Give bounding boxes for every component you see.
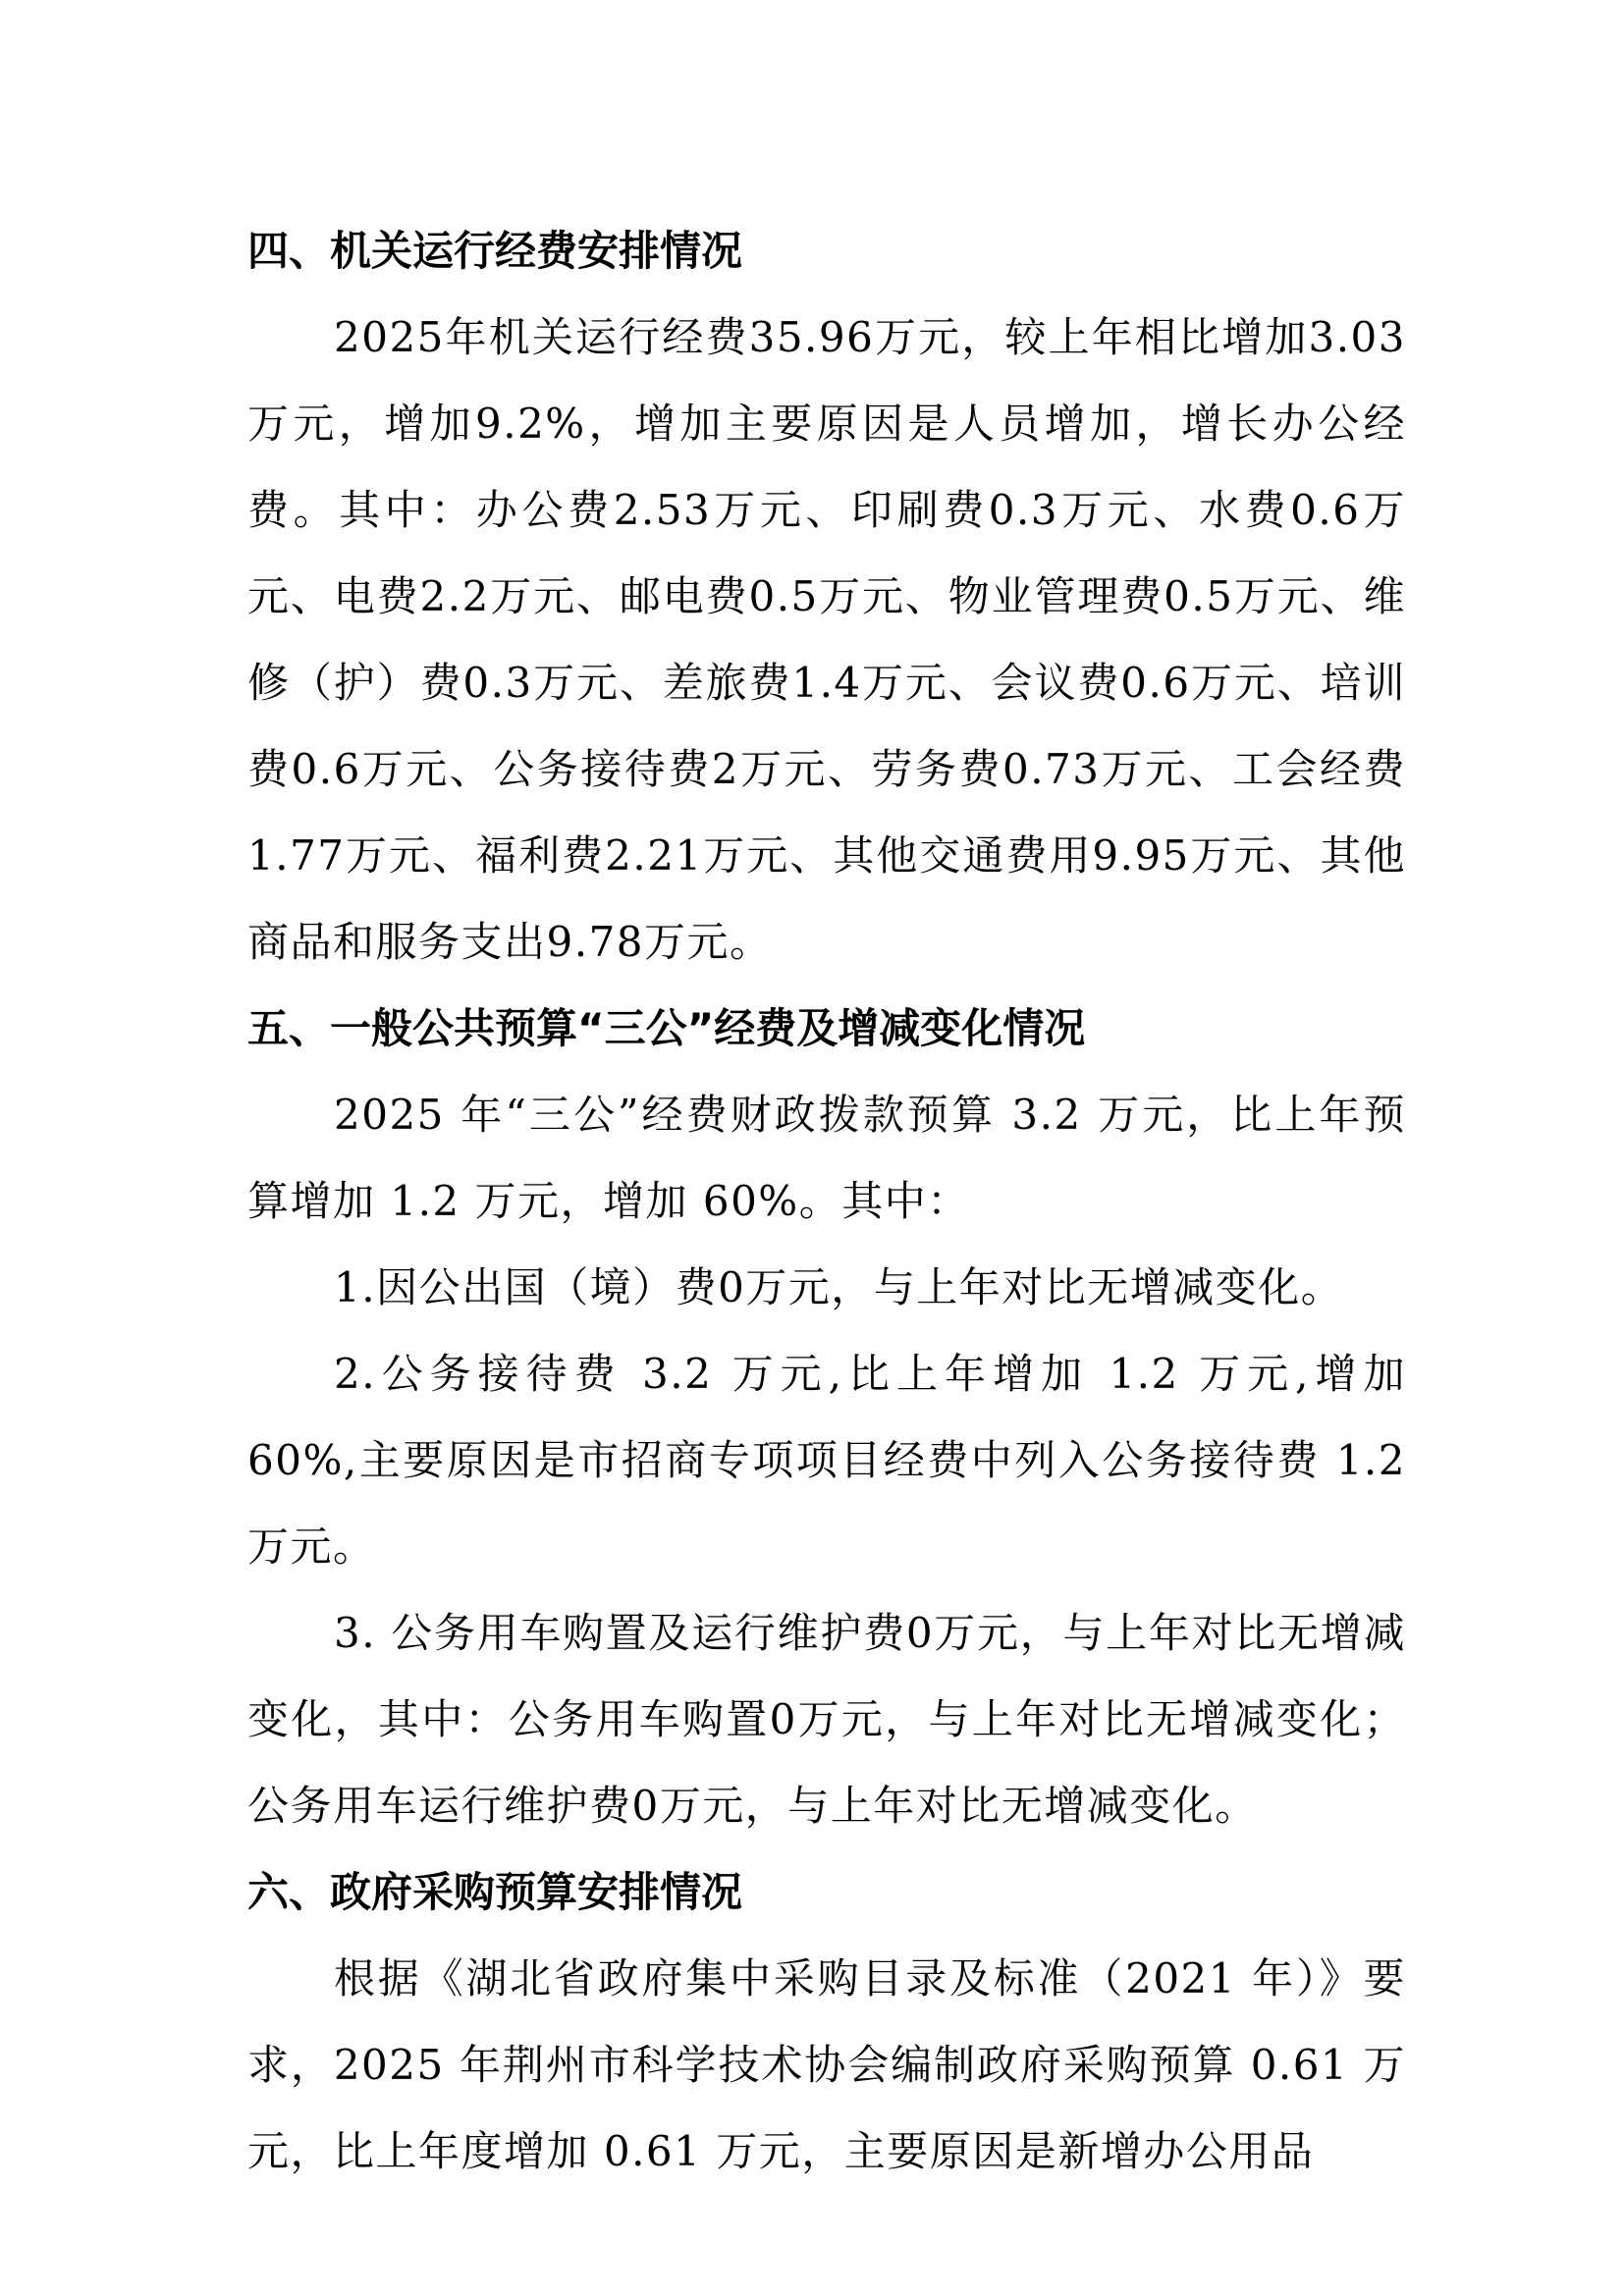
section-operating-expenses xyxy=(247,208,1406,986)
section-heading: 五、一般公共预算“三公”经费及增减变化情况 xyxy=(247,1004,1086,1052)
body-paragraph: 2025 年“三公”经费财政拨款预算 3.2 万元，比上年预算增加 1.2 万元，增加 60%。其中： xyxy=(247,1091,1406,1225)
section-government-procurement xyxy=(247,1849,1406,2195)
section-heading: 四、机关运行经费安排情况 xyxy=(247,227,743,275)
body-paragraph: 2025年机关运行经费35.96万元，较上年相比增加3.03万元，增加9.2%，增加主要原因是人员增加，增长办公经费。其中：办公费2.53万元、印刷费0.3万元、水费0.6万元、电费2.2万元、邮电费0.5万元、物业管理费0.5万元、维修（护）费0.3万元、差旅费1.4万元、会议费0.6万元、培训费0.6万元、公务接待费2万元、劳务费0.73万元、工会经费1.77万元、福利费2.21万元、其他交通费用9.95万元、其他商品和服务支出9.78万元。 xyxy=(247,313,1406,966)
body-paragraph: 1.因公出国（境）费0万元，与上年对比无增减变化。 xyxy=(334,1263,1344,1311)
body-paragraph: 2.公务接待费 3.2 万元,比上年增加 1.2 万元,增加 60%,主要原因是市招商专项项目经费中列入公务接待费 1.2 万元。 xyxy=(247,1350,1406,1571)
document-body xyxy=(247,208,1406,2195)
section-heading: 六、政府采购预算安排情况 xyxy=(247,1868,743,1916)
body-paragraph: 根据《湖北省政府集中采购目录及标准（2021 年）》要求，2025 年荆州市科学技术协会编制政府采购预算 0.61 万元，比上年度增加 0.61 万元，主要原因是新增办公用品 xyxy=(247,1954,1406,2175)
body-paragraph: 3. 公务用车购置及运行维护费0万元，与上年对比无增减变化，其中：公务用车购置0万元，与上年对比无增减变化；公务用车运行维护费0万元，与上年对比无增减变化。 xyxy=(247,1609,1406,1830)
section-three-public-expenses xyxy=(247,986,1406,1849)
